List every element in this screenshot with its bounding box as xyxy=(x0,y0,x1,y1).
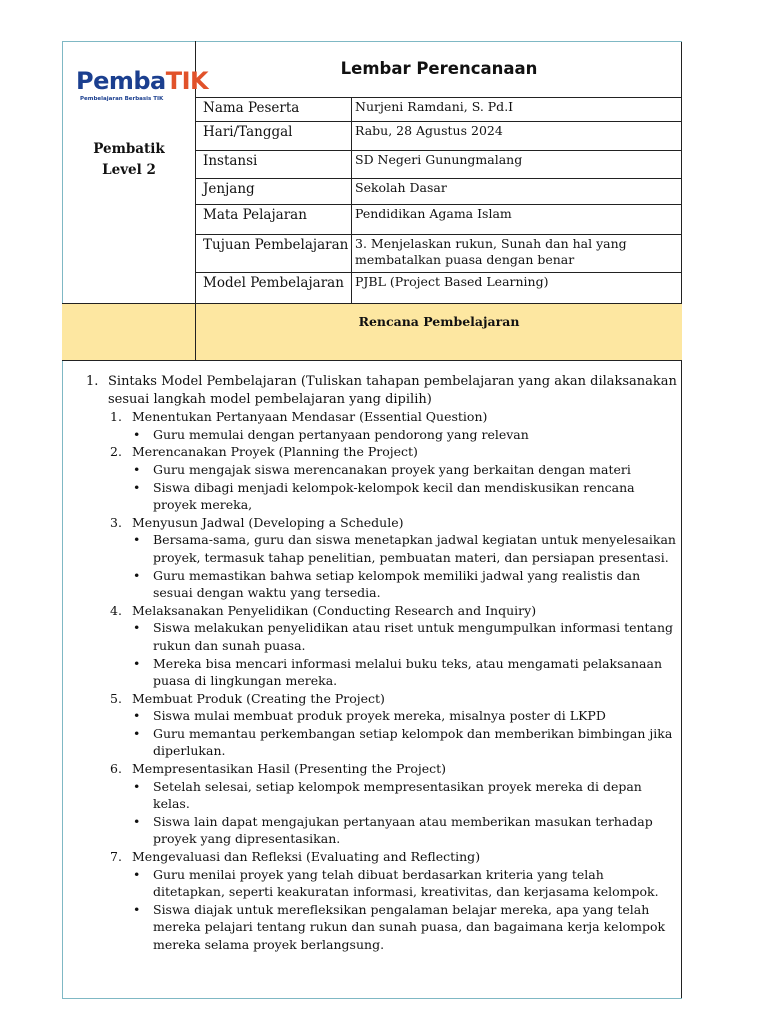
bullet-icon: • xyxy=(133,866,141,882)
step-title: Mengevaluasi dan Refleksi (Evaluating and Reflecting) xyxy=(132,849,481,865)
header-table xyxy=(62,41,682,361)
bullet-icon: • xyxy=(133,461,141,477)
row-instansi xyxy=(196,151,682,179)
bullet-icon: • xyxy=(133,655,141,671)
page-title: Lembar Perencanaan xyxy=(196,41,682,98)
bullet-item xyxy=(86,426,678,444)
level-line-1: Pembatik xyxy=(93,141,165,157)
main-number: 1. xyxy=(86,374,99,389)
step-number: 7. xyxy=(110,849,122,865)
main-text: Sintaks Model Pembelajaran (Tuliskan tahapan pembelajaran yang akan dilaksanakan sesuai langkah model pembelajaran yang dipilih) xyxy=(108,374,677,407)
pembatik-logo xyxy=(76,67,209,111)
bullet-text: Guru memastikan bahwa setiap kelompok memiliki jadwal yang realistis dan sesuai dengan waktu yang tersedia. xyxy=(153,567,641,601)
bullet-icon: • xyxy=(133,620,141,636)
step-number: 6. xyxy=(110,761,122,777)
step-title: Menentukan Pertanyaan Mendasar (Essential Question) xyxy=(132,409,488,425)
row-key: Jenjang xyxy=(196,179,352,204)
bullet-text: Bersama-sama, guru dan siswa menetapkan jadwal kegiatan untuk menyelesaikan proyek, termasuk tahap penelitian, pembuatan materi, dan persiapan presentasi. xyxy=(153,532,676,565)
bullet-icon: • xyxy=(133,426,141,442)
bullet-text: Guru memantau perkembangan setiap kelompok dan memberikan bimbingan jika diperlukan. xyxy=(153,725,673,759)
bullet-item xyxy=(86,707,678,725)
step-title: Mempresentasikan Hasil (Presenting the Project) xyxy=(132,761,447,777)
bullet-icon: • xyxy=(133,708,141,724)
logo-text-b: TIK xyxy=(165,67,209,95)
bullet-icon: • xyxy=(133,778,141,794)
step-item xyxy=(86,760,678,778)
bullet-icon: • xyxy=(133,901,141,917)
logo-tagline: Pembelajaran Berbasis TIK xyxy=(80,96,164,102)
row-value: Rabu, 28 Agustus 2024 xyxy=(355,123,503,138)
plan-content xyxy=(86,373,678,954)
bullet-item xyxy=(86,655,678,690)
row-value: Sekolah Dasar xyxy=(355,180,447,195)
bullet-text: Siswa mulai membuat produk proyek mereka, misalnya poster di LKPD xyxy=(153,708,606,724)
row-key: Hari/Tanggal xyxy=(196,122,352,150)
bullet-icon: • xyxy=(133,725,141,741)
row-tujuan-pembelajaran xyxy=(196,235,682,273)
logo-column xyxy=(62,41,209,303)
row-jenjang xyxy=(196,179,682,205)
step-number: 1. xyxy=(110,409,122,425)
bullet-item xyxy=(86,531,678,566)
bullet-item xyxy=(86,461,678,479)
bullet-text: Guru memulai dengan pertanyaan pendorong yang relevan xyxy=(153,426,529,442)
step-number: 3. xyxy=(110,514,122,530)
step-title: Membuat Produk (Creating the Project) xyxy=(132,690,385,706)
row-value: Nurjeni Ramdani, S. Pd.I xyxy=(355,99,514,114)
bullet-text: Siswa melakukan penyelidikan atau riset untuk mengumpulkan informasi tentang rukun dan sunah puasa. xyxy=(153,620,674,653)
level-label xyxy=(62,139,196,181)
step-item xyxy=(86,514,678,532)
bullet-item xyxy=(86,813,678,848)
step-number: 2. xyxy=(110,444,122,460)
row-hari-tanggal xyxy=(196,122,682,151)
bullet-text: Guru menilai proyek yang telah dibuat berdasarkan kriteria yang telah ditetapkan, seperti keakuratan informasi, kreativitas, dan kerjasama kelompok. xyxy=(153,866,659,900)
row-key: Mata Pelajaran xyxy=(196,205,352,234)
row-mata-pelajaran xyxy=(196,205,682,235)
bullet-item xyxy=(86,778,678,813)
bullet-text: Siswa dibagi menjadi kelompok-kelompok kecil dan mendiskusikan rencana proyek mereka, xyxy=(153,479,635,513)
row-value: PJBL (Project Based Learning) xyxy=(355,274,549,289)
step-title: Merencanakan Proyek (Planning the Project) xyxy=(132,444,418,460)
step-item xyxy=(86,848,678,866)
step-item xyxy=(86,408,678,426)
bullet-icon: • xyxy=(133,813,141,829)
level-line-2: Level 2 xyxy=(102,162,156,178)
row-value: Pendidikan Agama Islam xyxy=(355,206,512,221)
rencana-band xyxy=(62,303,682,361)
row-key: Tujuan Pembelajaran xyxy=(196,235,352,272)
bullet-icon: • xyxy=(133,532,141,548)
row-value: SD Negeri Gunungmalang xyxy=(355,152,523,167)
bullet-item xyxy=(86,479,678,514)
bullet-item xyxy=(86,866,678,901)
steps-list xyxy=(86,408,678,953)
bullet-text: Setelah selesai, setiap kelompok mempresentasikan proyek mereka di depan kelas. xyxy=(153,778,642,812)
bullet-text: Guru mengajak siswa merencanakan proyek yang berkaitan dengan materi xyxy=(153,461,631,477)
row-key: Instansi xyxy=(196,151,352,178)
bullet-item xyxy=(86,725,678,760)
step-title: Menyusun Jadwal (Developing a Schedule) xyxy=(132,514,404,530)
bullet-item xyxy=(86,567,678,602)
step-item xyxy=(86,690,678,708)
row-value: 3. Menjelaskan rukun, Sunah dan hal yang membatalkan puasa dengan benar xyxy=(355,236,627,267)
step-number: 5. xyxy=(110,690,122,706)
bullet-icon: • xyxy=(133,567,141,583)
bullet-item xyxy=(86,619,678,654)
main-list-item xyxy=(86,373,678,408)
row-nama-peserta xyxy=(196,98,682,122)
row-key: Nama Peserta xyxy=(196,98,352,121)
bullet-text: Siswa diajak untuk merefleksikan pengalaman belajar mereka, apa yang telah mereka pelajari tentang rukun dan sunah puasa, dan bagaimana kerja kelompok mereka selama proyek berlangsung. xyxy=(153,901,666,952)
bullet-text: Mereka bisa mencari informasi melalui buku teks, atau mengamati pelaksanaan puasa di lingkungan mereka. xyxy=(153,655,663,689)
bullet-icon: • xyxy=(133,479,141,495)
step-item xyxy=(86,602,678,620)
step-number: 4. xyxy=(110,602,122,618)
band-label: Rencana Pembelajaran xyxy=(358,314,520,329)
step-item xyxy=(86,443,678,461)
logo-text-a: Pemba xyxy=(76,67,166,95)
step-title: Melaksanakan Penyelidikan (Conducting Research and Inquiry) xyxy=(132,602,537,618)
row-model-pembelajaran xyxy=(196,273,682,303)
bullet-item xyxy=(86,901,678,954)
bullet-text: Siswa lain dapat mengajukan pertanyaan atau memberikan masukan terhadap proyek yang dipresentasikan. xyxy=(153,813,653,847)
row-key: Model Pembelajaran xyxy=(196,273,352,303)
